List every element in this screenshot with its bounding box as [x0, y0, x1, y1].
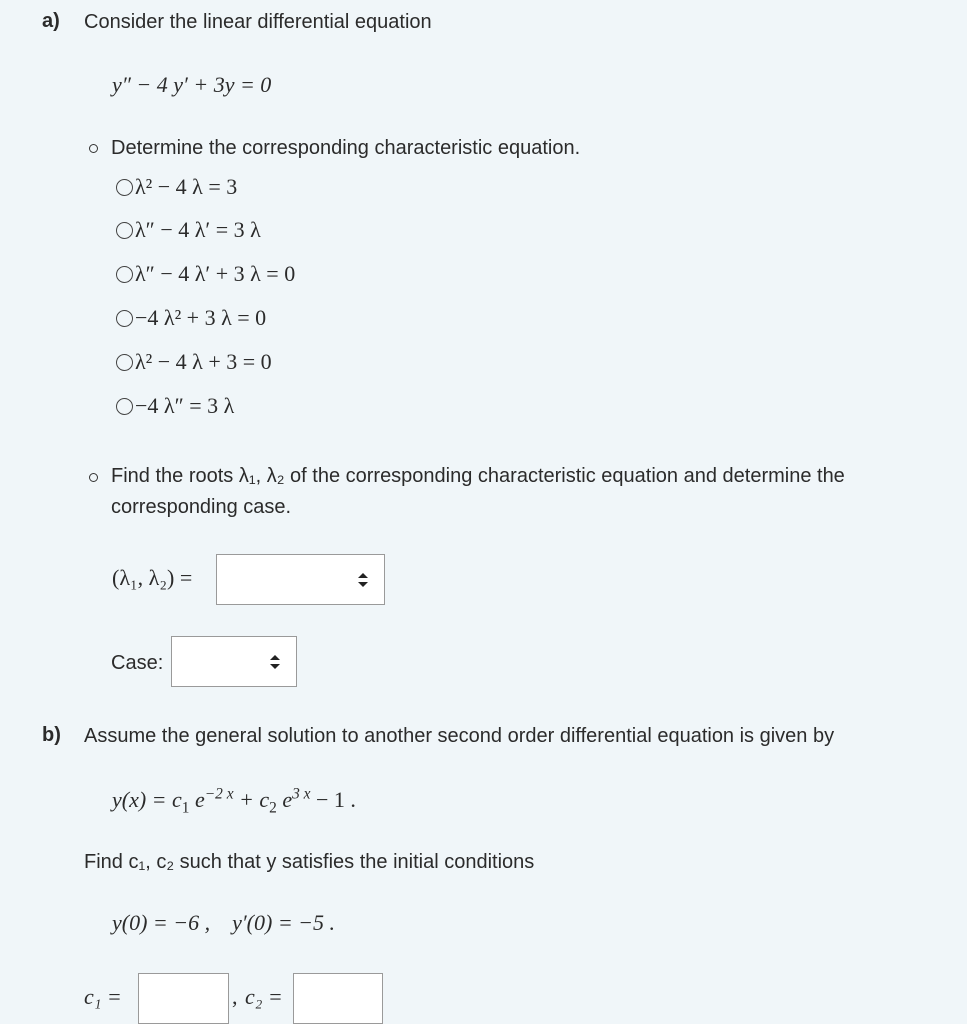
part-b-label: b)	[42, 724, 61, 746]
bullet-icon	[89, 144, 98, 153]
option-6-label: −4 λ″ = 3 λ	[135, 393, 235, 418]
find-text: Find c₁, c₂ such that y satisfies the initial conditions	[84, 851, 535, 873]
c2-label: c₂ =	[245, 984, 283, 1009]
part-a-equation: y″ − 4 y′ + 3y = 0	[112, 72, 272, 97]
option-2-label: λ″ − 4 λ′ = 3 λ	[135, 217, 261, 242]
radio-option-2[interactable]	[116, 222, 133, 239]
bullet-icon	[89, 473, 98, 482]
option-5-label: λ² − 4 λ + 3 = 0	[135, 349, 272, 374]
option-6[interactable]	[116, 391, 234, 421]
radio-option-5[interactable]	[116, 354, 133, 371]
q2-prompt-line1: Find the roots λ₁, λ₂ of the corresponding characteristic equation and determine the	[111, 465, 845, 487]
option-4[interactable]	[116, 303, 266, 333]
option-2[interactable]	[116, 215, 261, 245]
q1-prompt: Determine the corresponding characteristic equation.	[111, 137, 581, 159]
option-3-label: λ″ − 4 λ′ + 3 λ = 0	[135, 261, 296, 286]
radio-option-1[interactable]	[116, 179, 133, 196]
option-5[interactable]	[116, 347, 272, 377]
option-3[interactable]	[116, 259, 295, 289]
part-b-intro: Assume the general solution to another second order differential equation is given by	[84, 725, 835, 747]
option-1-label: λ² − 4 λ = 3	[135, 174, 238, 199]
separator-comma: ,	[232, 984, 238, 1009]
updown-arrow-icon	[270, 655, 280, 669]
radio-option-3[interactable]	[116, 266, 133, 283]
c1-input[interactable]	[138, 973, 229, 1024]
q2-prompt-line2: corresponding case.	[111, 496, 292, 518]
roots-select[interactable]	[216, 554, 385, 605]
option-4-label: −4 λ² + 3 λ = 0	[135, 305, 267, 330]
updown-arrow-icon	[358, 573, 368, 587]
c1-label: c₁ =	[84, 984, 122, 1009]
part-a-label: a)	[42, 10, 60, 32]
case-select[interactable]	[171, 636, 297, 687]
radio-option-6[interactable]	[116, 398, 133, 415]
option-1[interactable]	[116, 172, 237, 202]
case-label: Case:	[111, 652, 164, 674]
roots-label: (λ₁, λ₂) =	[112, 565, 193, 590]
radio-option-4[interactable]	[116, 310, 133, 327]
part-a-intro: Consider the linear differential equation	[84, 11, 432, 33]
initial-conditions: y(0) = −6 , y′(0) = −5 .	[112, 910, 336, 935]
general-solution: $y(x) = c_1$ $e^{-2 x} + c_2$ $e^{3 x} - 1$ .	[112, 785, 356, 817]
c2-input[interactable]	[293, 973, 383, 1024]
